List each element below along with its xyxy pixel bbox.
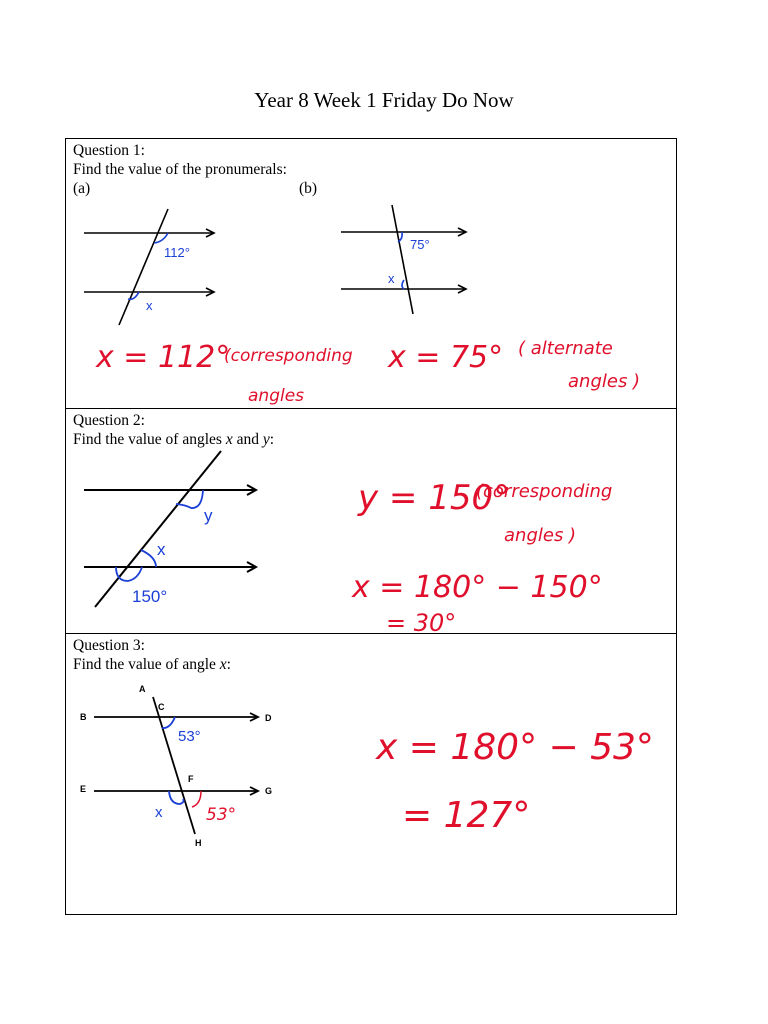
- reason-line2: angles ): [504, 525, 577, 546]
- question-1-heading: Question 1:: [73, 142, 145, 159]
- instruction-text: Find the value of angles: [73, 431, 226, 448]
- point-b-label: B: [80, 712, 87, 722]
- angle-arc-x: [169, 791, 184, 804]
- transversal: [95, 451, 221, 607]
- angle-arc-handwritten: [192, 791, 201, 807]
- angle-arc-y: [176, 490, 203, 508]
- instruction-var-x: x: [219, 656, 227, 673]
- angle-arc-x: [141, 550, 156, 567]
- question-1-diagrams: [66, 139, 678, 410]
- angle-arc-150: [116, 567, 142, 581]
- diagram-b: [341, 205, 466, 314]
- x-label: x: [157, 540, 166, 559]
- point-d-label: D: [265, 713, 272, 723]
- angle-label-112: 112°: [164, 245, 190, 260]
- question-2-box: [65, 408, 677, 637]
- transversal-b: [392, 205, 413, 314]
- question-3-diagram: [66, 634, 678, 916]
- point-a-label: A: [139, 684, 146, 694]
- answer-b: x = 75°: [388, 340, 504, 375]
- question-3-heading: Question 3:: [73, 637, 145, 654]
- reason-b-line2: angles ): [568, 371, 641, 392]
- y-label: y: [204, 506, 213, 525]
- diagram-q2: [84, 451, 256, 607]
- reason-b-line1: ( alternate: [518, 338, 613, 359]
- answer-y: y = 150°: [358, 478, 511, 518]
- point-h-label: H: [195, 838, 202, 848]
- question-2-diagram: [66, 409, 678, 635]
- point-f-label: F: [188, 774, 194, 784]
- angle-arc-53: [162, 717, 175, 728]
- work-line2: = 127°: [402, 795, 531, 836]
- instruction-var-x: x: [225, 431, 233, 448]
- page-title: Year 8 Week 1 Friday Do Now: [254, 88, 514, 112]
- point-c-label: C: [158, 702, 165, 712]
- reason-line1: (corresponding: [476, 481, 613, 502]
- point-e-label: E: [80, 784, 87, 794]
- instruction-text: :: [226, 656, 231, 673]
- instruction-text: Find the value of angle: [73, 656, 220, 673]
- unknown-label-a: x: [146, 298, 153, 313]
- angle-arc-x-b: [402, 280, 404, 289]
- reason-a-line1: (corresponding: [224, 346, 353, 366]
- question-3-box: [65, 633, 677, 915]
- work-line2: = 30°: [386, 609, 457, 637]
- unknown-label-x: x: [155, 804, 163, 821]
- angle-label-53: 53°: [178, 728, 201, 745]
- instruction-text: :: [269, 431, 275, 448]
- angle-label-75: 75°: [410, 237, 430, 252]
- angle-label-150: 150°: [132, 587, 168, 606]
- answer-a: x = 112°: [96, 340, 231, 375]
- reason-a-line2: angles: [248, 386, 305, 406]
- work-line1: x = 180° − 53°: [376, 727, 654, 768]
- instruction-var-y: y: [262, 431, 270, 448]
- point-g-label: G: [265, 786, 273, 796]
- transversal-a: [119, 209, 168, 325]
- part-a-label: (a): [73, 180, 91, 197]
- instruction-text: and: [232, 431, 263, 448]
- work-line1: x = 180° − 150°: [352, 570, 603, 605]
- unknown-label-b: x: [388, 271, 395, 286]
- handwritten-angle-53: 53°: [206, 805, 237, 825]
- question-1-instruction: Find the value of the pronumerals:: [73, 161, 287, 178]
- question-2-heading: Question 2:: [73, 412, 145, 429]
- part-b-label: (b): [299, 180, 318, 197]
- question-1-box: [65, 138, 677, 409]
